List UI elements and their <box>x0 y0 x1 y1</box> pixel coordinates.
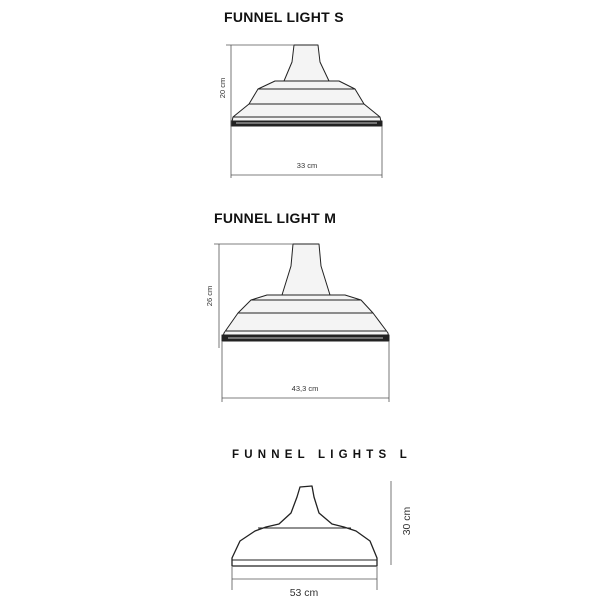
lamp-l-drawing <box>232 481 413 599</box>
lamp-l-height-label: 30 cm <box>401 506 413 536</box>
lamp-m-width-label: 43,3 cm <box>291 384 319 393</box>
lamp-m-shade <box>222 244 389 341</box>
lamp-m-height-label: 26 cm <box>205 285 214 307</box>
lamp-m-drawing <box>205 244 389 402</box>
lamp-s-shade <box>231 45 382 126</box>
title-funnel-light-m: FUNNEL LIGHT M <box>214 210 337 226</box>
lamp-s-height-label: 20 cm <box>218 77 227 99</box>
lamp-s-width-label: 33 cm <box>296 161 318 170</box>
lamp-s-drawing <box>218 45 382 178</box>
title-funnel-light-s: FUNNEL LIGHT S <box>224 9 344 25</box>
lamp-l-width-label: 53 cm <box>289 587 319 599</box>
title-funnel-lights-l: FUNNEL LIGHTS L <box>232 449 413 461</box>
lamp-l-shade <box>232 486 377 566</box>
